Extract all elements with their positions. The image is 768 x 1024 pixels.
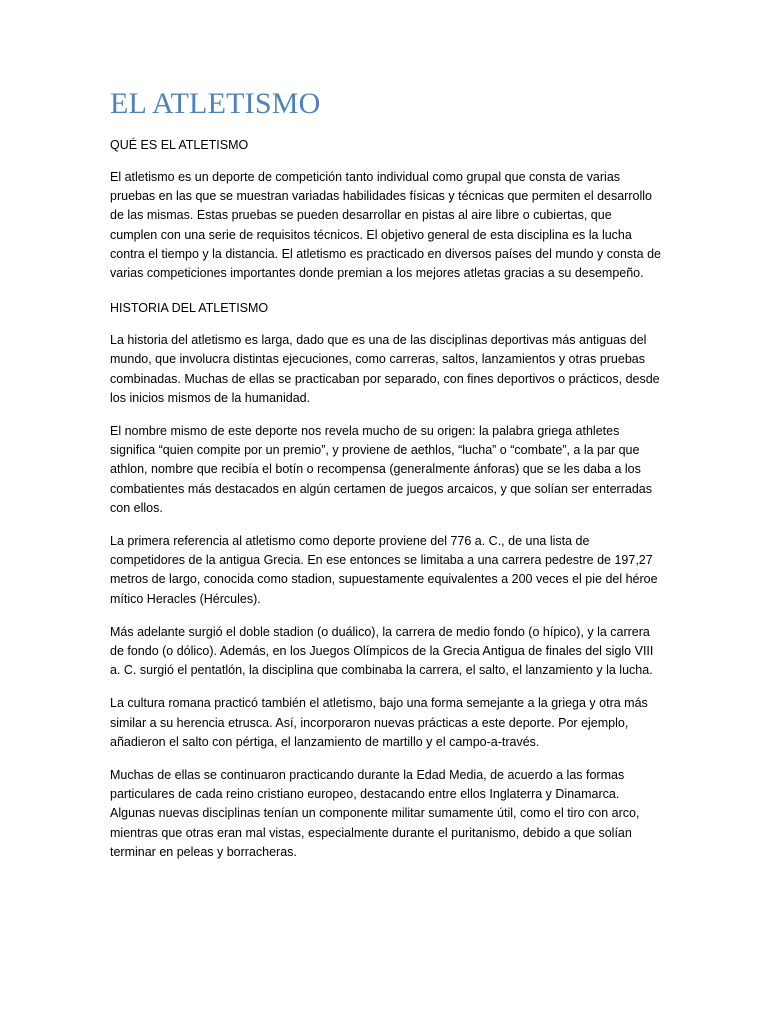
paragraph-history-intro: La historia del atletismo es larga, dado que es una de las disciplinas deportivas más antiguas del mundo, que involucra distintas ejecuciones, como carreras, saltos, lanzamientos y otras pruebas combinadas. Muchas de ellas se practicaban por separado, con fines deportivos o prácticos, desde los inicios mismos de la humanidad.: [110, 333, 660, 405]
paragraph-later-events: Más adelante surgió el doble stadion (o duálico), la carrera de medio fondo (o hípico), y la carrera de fondo (o dólico). Además, en los Juegos Olímpicos de la Grecia Antigua de finales del siglo VIII a. C. surgió el pentatlón, la disciplina que combinaba la carrera, el salto, el lanzamiento y la lucha.: [110, 624, 654, 678]
document-title: EL ATLETISMO: [110, 87, 321, 120]
section-heading-historia: HISTORIA DEL ATLETISMO: [110, 301, 269, 316]
paragraph-roman-culture: La cultura romana practicó también el atletismo, bajo una forma semejante a la griega y otra más similar a su herencia etrusca. Así, incorporaron nuevas prácticas a este deporte. Por ejemplo, añadieron el salto con pértiga, el lanzamiento de martillo y el campo-a-través.: [110, 696, 648, 749]
paragraph-definition: El atletismo es un deporte de competición tanto individual como grupal que consta de varias pruebas en las que se muestran variadas habilidades físicas y técnicas que permiten el desarrollo de las mismas. Estas pruebas se pueden desarrollar en pistas al aire libre o cubiertas, que cumplen con una serie de requisitos técnicos. El objetivo general de esta disciplina es la lucha contra el tiempo y la distancia. El atletismo es practicado en diversos países del mundo y consta de varias competiciones importantes donde premian a los mejores atletas gracias a su desempeño.: [110, 170, 661, 281]
section-heading-que-es: QUÉ ES EL ATLETISMO: [110, 138, 249, 152]
paragraph-first-reference: La primera referencia al atletismo como deporte proviene del 776 a. C., de una lista de competidores de la antigua Grecia. En ese entonces se limitaba a una carrera pedestre de 197,27 metros de largo, conocida como stadion, supuestamente equivalentes a 200 veces el pie del héroe mítico Heracles (Hércules).: [110, 534, 658, 606]
document-body: [110, 84, 662, 862]
paragraph-name-origin: El nombre mismo de este deporte nos revela mucho de su origen: la palabra griega athletes significa “quien compite por un premio”, y proviene de aethlos, “lucha” o “combate”, a la par que athlon, nombre que recibía el botín o recompensa (generalmente ánforas) que se les daba a los combatientes más destacados en algún certamen de juegos arcaicos, y que solían ser enterradas con ellos.: [110, 424, 652, 515]
paragraph-middle-ages: Muchas de ellas se continuaron practicando durante la Edad Media, de acuerdo a las formas particulares de cada reino cristiano europeo, destacando entre ellos Inglaterra y Dinamarca. Algunas nuevas disciplinas tenían un componente militar sumamente útil, como el tiro con arco, mientras que otras eran mal vistas, especialmente durante el puritanismo, debido a que solían terminar en peleas y borracheras.: [110, 768, 640, 859]
